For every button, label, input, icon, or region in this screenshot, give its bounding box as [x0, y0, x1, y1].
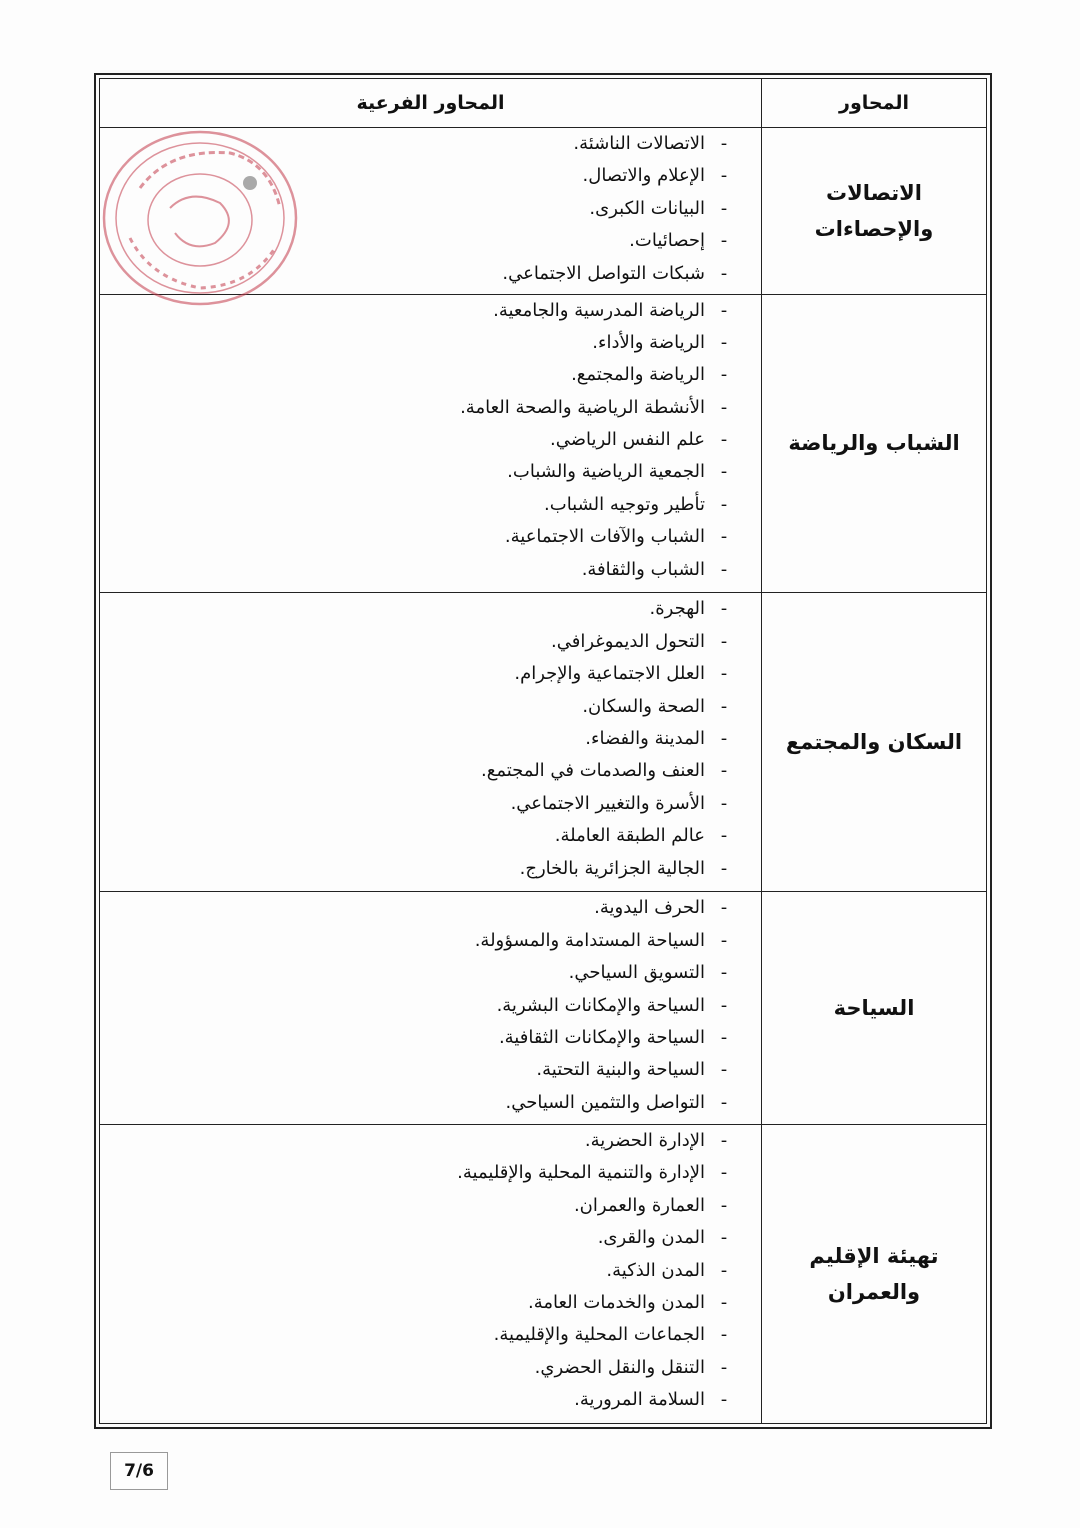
dash-bullet: - [720, 663, 728, 685]
list-item [100, 128, 737, 160]
dash-bullet: - [720, 331, 728, 353]
axis-cell [762, 128, 987, 295]
subaxis-label: الجماعات المحلية والإقليمية. [493, 1324, 705, 1346]
subaxis-label: الاتصالات الناشئة. [573, 133, 705, 154]
subaxes-list [100, 128, 761, 290]
list-item [100, 892, 737, 924]
table-row [100, 294, 987, 593]
dash-bullet: - [720, 897, 728, 919]
subaxes-cell [100, 128, 762, 295]
subaxes-cell [100, 1125, 762, 1424]
dash-bullet: - [720, 230, 728, 252]
list-item [100, 755, 737, 787]
list-item [100, 258, 737, 290]
subaxis-label: الرياضة والمجتمع. [571, 364, 705, 386]
subaxis-label: المدن الذكية. [606, 1259, 705, 1281]
list-item [100, 1287, 737, 1319]
subaxis-label: السياحة المستدامة والمسؤولة. [474, 929, 705, 951]
dash-bullet: - [720, 695, 728, 717]
subaxis-label: السياحة والإمكانات البشرية. [496, 994, 705, 1016]
list-item [100, 1319, 737, 1351]
list-item [100, 1054, 737, 1086]
dash-bullet: - [720, 396, 728, 418]
subaxis-label: السياحة والإمكانات الثقافية. [498, 1026, 705, 1048]
subaxis-label: التسويق السياحي. [568, 962, 705, 984]
subaxis-label: الأسرة والتغيير الاجتماعي. [510, 792, 705, 814]
subaxis-label: الإعلام والاتصال. [582, 165, 705, 187]
axis-cell [762, 593, 987, 892]
subaxis-label: العلل الاجتماعية والإجرام. [514, 663, 705, 685]
subaxis-label: العمارة والعمران. [573, 1194, 705, 1216]
subaxis-label: التنقل والنقل الحضري. [534, 1356, 705, 1378]
list-item [100, 327, 737, 359]
axis-title: الاتصالات [825, 180, 923, 205]
dash-bullet: - [720, 262, 728, 284]
table-row [100, 1125, 987, 1424]
list-item [100, 295, 737, 327]
subaxis-label: إحصائيات. [629, 230, 705, 252]
axes-table [99, 78, 987, 1424]
dash-bullet: - [720, 1324, 728, 1346]
axis-cell [762, 1125, 987, 1424]
list-item [100, 957, 737, 989]
subaxis-label: شبكات التواصل الاجتماعي. [502, 262, 705, 284]
subaxis-label: التواصل والتثمين السياحي. [505, 1091, 705, 1113]
dash-bullet: - [720, 994, 728, 1016]
dash-bullet: - [720, 1194, 728, 1216]
subaxis-label: الهجرة. [649, 598, 705, 620]
list-item [100, 1157, 737, 1189]
dash-bullet: - [720, 929, 728, 951]
subaxes-cell [100, 294, 762, 593]
dash-bullet: - [720, 1130, 728, 1152]
table-header-row [100, 79, 987, 128]
list-item [100, 990, 737, 1022]
dash-bullet: - [720, 165, 728, 187]
axes-table-frame [94, 73, 992, 1429]
subaxes-list [100, 593, 761, 885]
subaxis-label: الحرف اليدوية. [594, 897, 705, 919]
subaxis-label: تأطير وتوجيه الشباب. [544, 493, 705, 515]
dash-bullet: - [720, 792, 728, 814]
table-row [100, 128, 987, 295]
table-row [100, 892, 987, 1125]
list-item [100, 788, 737, 820]
dash-bullet: - [720, 197, 728, 219]
list-item [100, 658, 737, 690]
subaxes-list [100, 295, 761, 587]
axis-title: الشباب والرياضة [788, 431, 960, 456]
dash-bullet: - [720, 825, 728, 847]
dash-bullet: - [720, 1389, 728, 1411]
subaxes-cell [100, 892, 762, 1125]
list-item [100, 521, 737, 553]
list-item [100, 1352, 737, 1384]
dash-bullet: - [720, 133, 728, 154]
subaxis-label: الإدارة الحضرية. [584, 1130, 705, 1152]
subaxis-label: المدن والخدمات العامة. [528, 1292, 705, 1313]
list-item [100, 593, 737, 625]
axis-title: السكان والمجتمع [785, 730, 963, 755]
dash-bullet: - [720, 364, 728, 386]
subaxis-label: الأنشطة الرياضية والصحة العامة. [460, 396, 705, 418]
dash-bullet: - [720, 962, 728, 984]
subaxis-label: الرياضة المدرسية والجامعية. [493, 299, 705, 321]
dash-bullet: - [720, 526, 728, 548]
list-item [100, 1222, 737, 1254]
subaxis-label: العنف والصدمات في المجتمع. [481, 760, 705, 782]
subaxes-list [100, 892, 761, 1119]
axis-title-line2: والإحصاءات [814, 216, 934, 241]
subaxis-label: الرياضة والأداء. [592, 331, 705, 353]
dash-bullet: - [720, 1356, 728, 1378]
dash-bullet: - [720, 429, 728, 451]
list-item [100, 359, 737, 391]
list-item [100, 1087, 737, 1119]
dash-bullet: - [720, 461, 728, 483]
list-item [100, 1190, 737, 1222]
subaxis-label: الإدارة والتنمية المحلية والإقليمية. [457, 1162, 705, 1184]
subaxis-label: البيانات الكبرى. [589, 197, 705, 219]
dash-bullet: - [720, 1162, 728, 1184]
dash-bullet: - [720, 558, 728, 580]
list-item [100, 1125, 737, 1157]
subaxis-label: الصحة والسكان. [582, 695, 705, 717]
page-number: 7/6 [110, 1452, 168, 1490]
subaxis-label: الجالية الجزائرية بالخارج. [519, 857, 705, 879]
list-item [100, 723, 737, 755]
list-item [100, 424, 737, 456]
dash-bullet: - [720, 1059, 728, 1081]
subaxes-list [100, 1125, 761, 1417]
list-item [100, 853, 737, 885]
dash-bullet: - [720, 760, 728, 782]
dash-bullet: - [720, 299, 728, 321]
axis-title: السياحة [833, 996, 915, 1021]
subaxis-label: المدن والقرى. [597, 1227, 705, 1249]
list-item [100, 193, 737, 225]
list-item [100, 1255, 737, 1287]
list-item [100, 160, 737, 192]
dash-bullet: - [720, 493, 728, 515]
header-axis: المحاور [762, 79, 987, 128]
subaxis-label: عالم الطبقة العاملة. [554, 825, 705, 847]
dash-bullet: - [720, 598, 728, 620]
subaxes-cell [100, 593, 762, 892]
subaxis-label: علم النفس الرياضي. [549, 429, 705, 451]
list-item [100, 456, 737, 488]
list-item [100, 925, 737, 957]
table-body [100, 128, 987, 1424]
subaxis-label: السياحة والبنية التحتية. [536, 1059, 705, 1081]
table-row [100, 593, 987, 892]
list-item [100, 1022, 737, 1054]
dash-bullet: - [720, 630, 728, 652]
subaxis-label: الجمعية الرياضية والشباب. [507, 461, 705, 483]
axis-title: تهيئة الإقليم والعمران [809, 1244, 939, 1305]
list-item [100, 554, 737, 586]
subaxis-label: الشباب والثقافة. [581, 558, 705, 580]
list-item [100, 1384, 737, 1416]
dash-bullet: - [720, 1227, 728, 1249]
dash-bullet: - [720, 1091, 728, 1113]
axis-cell [762, 892, 987, 1125]
subaxis-label: المدينة والفضاء. [585, 727, 705, 749]
header-subaxes: المحاور الفرعية [100, 79, 762, 128]
dash-bullet: - [720, 1292, 728, 1313]
dash-bullet: - [720, 1026, 728, 1048]
subaxis-label: السلامة المرورية. [574, 1389, 705, 1411]
list-item [100, 820, 737, 852]
list-item [100, 489, 737, 521]
dash-bullet: - [720, 857, 728, 879]
dash-bullet: - [720, 1259, 728, 1281]
dash-bullet: - [720, 727, 728, 749]
list-item [100, 626, 737, 658]
list-item [100, 225, 737, 257]
axis-cell [762, 294, 987, 593]
subaxis-label: التحول الديموغرافي. [551, 630, 705, 652]
list-item [100, 691, 737, 723]
subaxis-label: الشباب والآفات الاجتماعية. [504, 526, 705, 548]
list-item [100, 392, 737, 424]
